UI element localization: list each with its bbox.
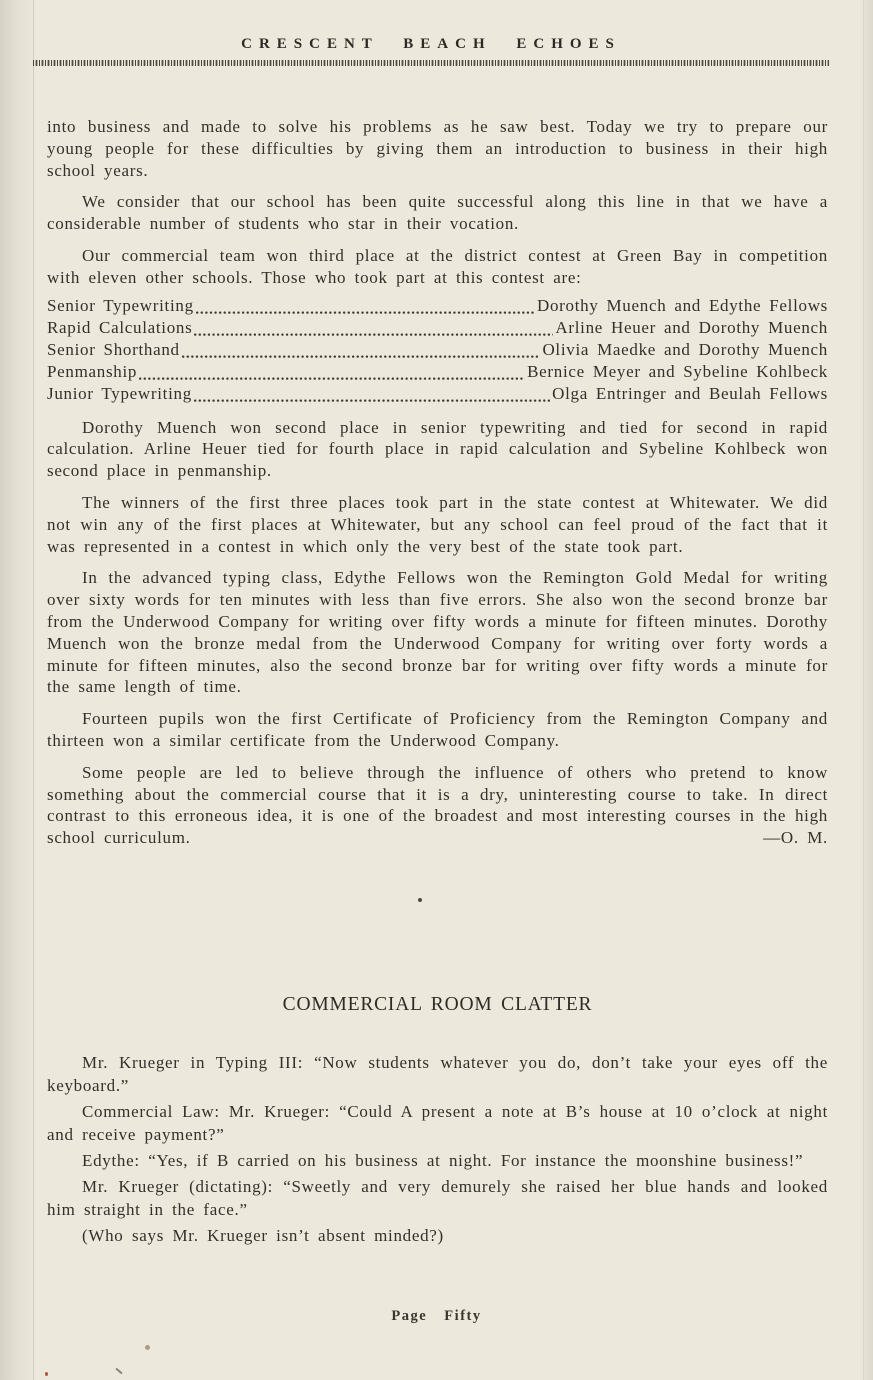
result-paragraphs [47, 417, 828, 849]
leader-dots [194, 396, 550, 402]
ink-speck [45, 1372, 48, 1376]
dialogue-paragraph: Edythe: “Yes, if B carried on his business at night. For instance the moonshine business!” [82, 1151, 804, 1171]
leader-dots [194, 330, 553, 336]
author-initials: —O. M. [763, 828, 828, 848]
page-fold-line-left [33, 0, 34, 1380]
paragraph: Our commercial team won third place at the district contest at Green Bay in competition with eleven other schools. Those who took part at this contest are: [47, 245, 828, 287]
dialogue-paragraph: Mr. Krueger in Typing III: “Now students whatever you do, don’t take your eyes off the keyboard.” [47, 1053, 828, 1095]
paragraph: into business and made to solve his problems as he saw best. Today we try to prepare our young people for these difficulties by giving them an introduction to business in their high school years. [47, 117, 828, 180]
ink-speck [115, 1368, 122, 1375]
leader-dots [182, 352, 541, 358]
contest-row [47, 383, 828, 405]
paragraph: Some people are led to believe through the influence of others who pretend to know something about the commercial course that it is a dry, uninteresting course to take. In direct contrast to this erroneous idea, it is one of the broadest and most interesting courses in the high school curriculum. —O. M. [47, 762, 828, 848]
page-number: Page Fifty [391, 1308, 482, 1324]
leader-dots [139, 374, 525, 380]
leader-dots [196, 308, 535, 314]
ink-speck [418, 898, 422, 902]
dialogue-paragraph: Commercial Law: Mr. Krueger: “Could A present a note at B’s house at 10 o’clock at night and receive payment?” [47, 1102, 828, 1144]
contest-row [47, 295, 828, 317]
section-title: COMMERCIAL ROOM CLATTER [282, 994, 593, 1015]
contest-names: Bernice Meyer and Sybeline Kohlbeck [527, 361, 828, 381]
dialogue-list [47, 1052, 828, 1247]
contest-row [47, 317, 828, 339]
page-fold-line-right [863, 0, 864, 1380]
masthead-hatched-rule [33, 60, 829, 66]
ink-speck [145, 1345, 150, 1350]
contest-names: Arline Heuer and Dorothy Muench [555, 317, 828, 337]
page-right-edge-shadow [859, 0, 873, 1380]
paragraph: Dorothy Muench won second place in senior typewriting and tied for second in rapid calculation. Arline Heuer tied for fourth place in rapid calculation and Sybeline Kohlbeck won second place in penmanship. [47, 417, 828, 481]
contest-event-label: Rapid Calculations [47, 317, 193, 337]
contest-event-label: Senior Typewriting [47, 295, 194, 315]
contest-event-label: Senior Shorthand [47, 339, 180, 359]
dialogue-paragraph: (Who says Mr. Krueger isn’t absent minded?) [82, 1226, 444, 1246]
dialogue-paragraph: Mr. Krueger (dictating): “Sweetly and very demurely she raised her blue hands and looked him straight in the face.” [47, 1177, 828, 1219]
paragraph: We consider that our school has been quite successful along this line in that we have a considerable number of students who star in their vocation. [47, 192, 828, 234]
paragraph: Fourteen pupils won the first Certificate of Proficiency from the Remington Company and thirteen won a similar certificate from the Underwood Company. [47, 709, 828, 750]
page-left-edge-shadow [0, 0, 36, 1380]
contest-names: Olivia Maedke and Dorothy Muench [542, 339, 828, 359]
contest-row [47, 361, 828, 383]
paragraph: The winners of the first three places took part in the state contest at Whitewater. We did not win any of the first places at Whitewater, but any school can feel proud of the fact that it was represented in a contest in which only the very best of the state took part. [47, 492, 828, 556]
masthead-title: CRESCENT BEACH ECHOES [241, 36, 621, 52]
contest-names: Dorothy Muench and Edythe Fellows [536, 295, 828, 315]
contest-names: Olga Entringer and Beulah Fellows [552, 383, 828, 403]
contest-event-label: Junior Typewriting [47, 383, 192, 403]
contest-list [47, 295, 828, 405]
paragraph: In the advanced typing class, Edythe Fellows won the Remington Gold Medal for writing over sixty words for ten minutes with less than five errors. She also won the second bronze bar from the Underwood Company for writing over fifty words a minute for fifteen minutes. Dorothy Muench won the bronze medal from the Underwood Company for writing over forty words a minute for fifteen minutes, also the second bronze bar for writing over fifty words a minute for the same length of time. [47, 568, 828, 697]
clatter-section [47, 994, 828, 1252]
contest-event-label: Penmanship [47, 361, 138, 381]
article-body [47, 116, 828, 859]
contest-row [47, 339, 828, 361]
intro-paragraphs [47, 116, 828, 289]
